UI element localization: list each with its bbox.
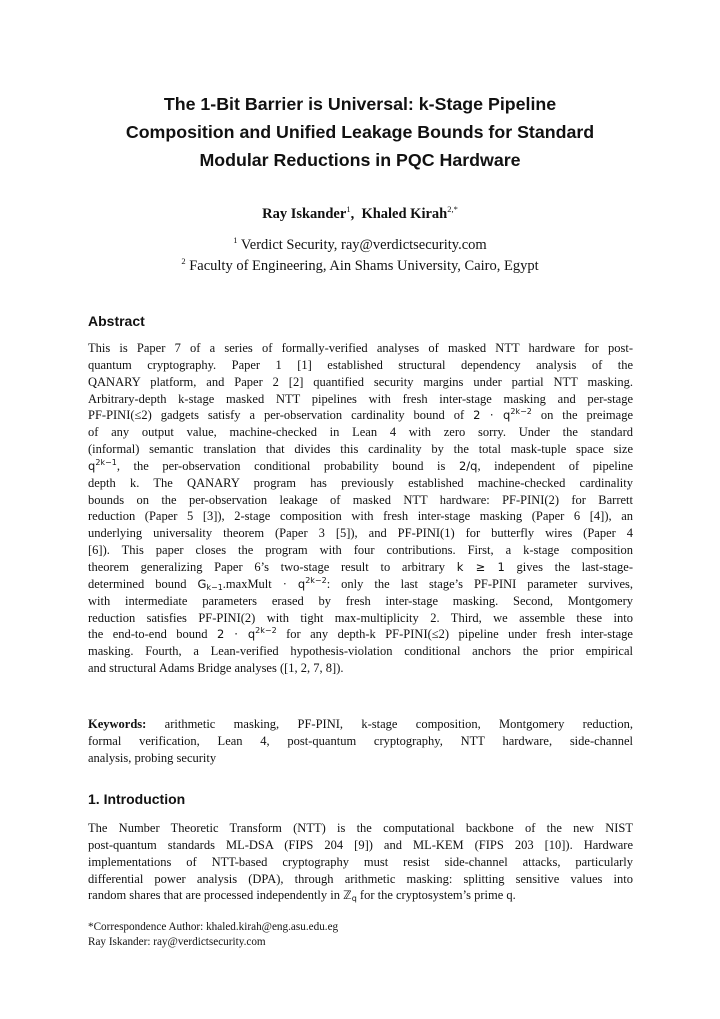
footnotes (88, 920, 338, 950)
footnote: Ray Iskander: ray@verdictsecurity.com (88, 936, 266, 948)
author-affil-mark: 2,* (447, 204, 458, 214)
abstract-text: This is Paper 7 of a series of formally-verified analyses of masked NTT hardware for post- quantum cryptography. Paper 1 [1] established structural dependency analysis of the QANARY platform, and Paper 2 [2] quantified security margins under partial NTT masking. Arbitrary-depth k-stage masked NTT pipelines with fresh inter-stage masking and per-stage PF-PINI(≤2) gadgets satisfy a per-observation cardinality bound of $2 \cdot q^{2k-2}$ on the preimage of any output value, machine-checked in Lean 4 with zero sorry. Under the standard (informal) semantic translation that divides this cardinality by the total mask-tuple space size $q^{2k-1}$, the per-observation conditional probability bound is 2/q, independent of pipeline depth k. The QANARY program has previously established machine-checked cardinality bounds on the per-observation leakage of masked NTT hardware: PF-PINI(2) for Barrett reduction (Paper 5 [3]), 2-stage composition with fresh inter-stage masking (Paper 6 [4]), an underlying universality theorem (Paper 3 [5]), and PF-PINI(1) for butterfly wires (Paper 4 [6]). This paper closes the program with four contributions. First, a k-stage composition theorem generalizing Paper 6’s two-stage result to arbitrary k ≥ 1 gives the last-stage- determined bound $G_{k-1}.maxMult \cdot q^{2k-2}$: only the last stage’s PF-PINI parameter survives, with intermediate parameters erased by fresh inter-stage masking. Second, Montgomery reduction satisfies PF-PINI(2) with tight max-multiplicity 2. Third, we assemble these into the end-to-end bound $2 \cdot q^{2k-2}$ for any depth-k PF-PINI(≤2) pipeline under fresh inter-stage masking. Fourth, a Lean-verified hypothesis-violation conditional anchors the prior empirical and structural Adams Bridge analyses ([1, 2, 7, 8]). (88, 341, 634, 676)
title-line: The 1-Bit Barrier is Universal: k-Stage Pipeline (163, 94, 557, 114)
math-expression: k ≥ 1 (456, 559, 505, 574)
affiliations (0, 235, 720, 277)
author-name: Ray Iskander (262, 206, 347, 222)
abstract-heading: Abstract (88, 313, 145, 329)
title-line: Modular Reductions in PQC Hardware (199, 150, 521, 170)
section-heading-introduction: 1. Introduction (88, 791, 186, 807)
footnote: *Correspondence Author: khaled.kirah@eng.asu.edu.eg (88, 921, 339, 933)
introduction-text: The Number Theoretic Transform (NTT) is the computational backbone of the new NIST post-quantum standards ML-DSA (FIPS 204 [9]) and ML-KEM (FIPS 203 [10]). Hardware implementations of NTT-based cryptography must resist side-channel attacks, particularly differential power analysis (DPA), through arithmetic masking: splitting sensitive values into random shares that are processed independently in ℤ$_q$ for the cryptosystem’s prime q. (88, 821, 633, 904)
paper-title (60, 90, 660, 174)
affiliation: $^1$ Verdict Security, ray@verdictsecurity.com (233, 235, 487, 253)
affiliation: $^2$ Faculty of Engineering, Ain Shams University, Cairo, Egypt (181, 256, 539, 274)
author-name: Khaled Kirah (361, 206, 448, 222)
author-affil-mark: 1 (346, 204, 351, 214)
math-expression: 2/q (458, 458, 478, 473)
title-line: Composition and Unified Leakage Bounds for Standard (125, 122, 595, 142)
math-expression: $q^{2k-1}$ (88, 457, 117, 473)
math-expression: ℤ$_q$ (343, 888, 357, 904)
keywords: Keywords: arithmetic masking, PF-PINI, k-stage composition, Montgomery reduction, formal verification, Lean 4, post-quantum cryptography, NTT hardware, side-channel analysis, probing security (88, 717, 633, 765)
math-expression: $2 \cdot q^{2k-2}$ (216, 626, 277, 642)
author-list: Ray Iskander$^1$, Khaled Kirah$^{2,*}$ (262, 204, 458, 222)
math-expression: $q^{2k-2}$ (297, 575, 327, 591)
math-expression: $G_{k-1}$ (197, 576, 223, 592)
math-expression: $2 \cdot q^{2k-2}$ (473, 407, 532, 423)
keywords-label: Keywords: (88, 717, 147, 731)
